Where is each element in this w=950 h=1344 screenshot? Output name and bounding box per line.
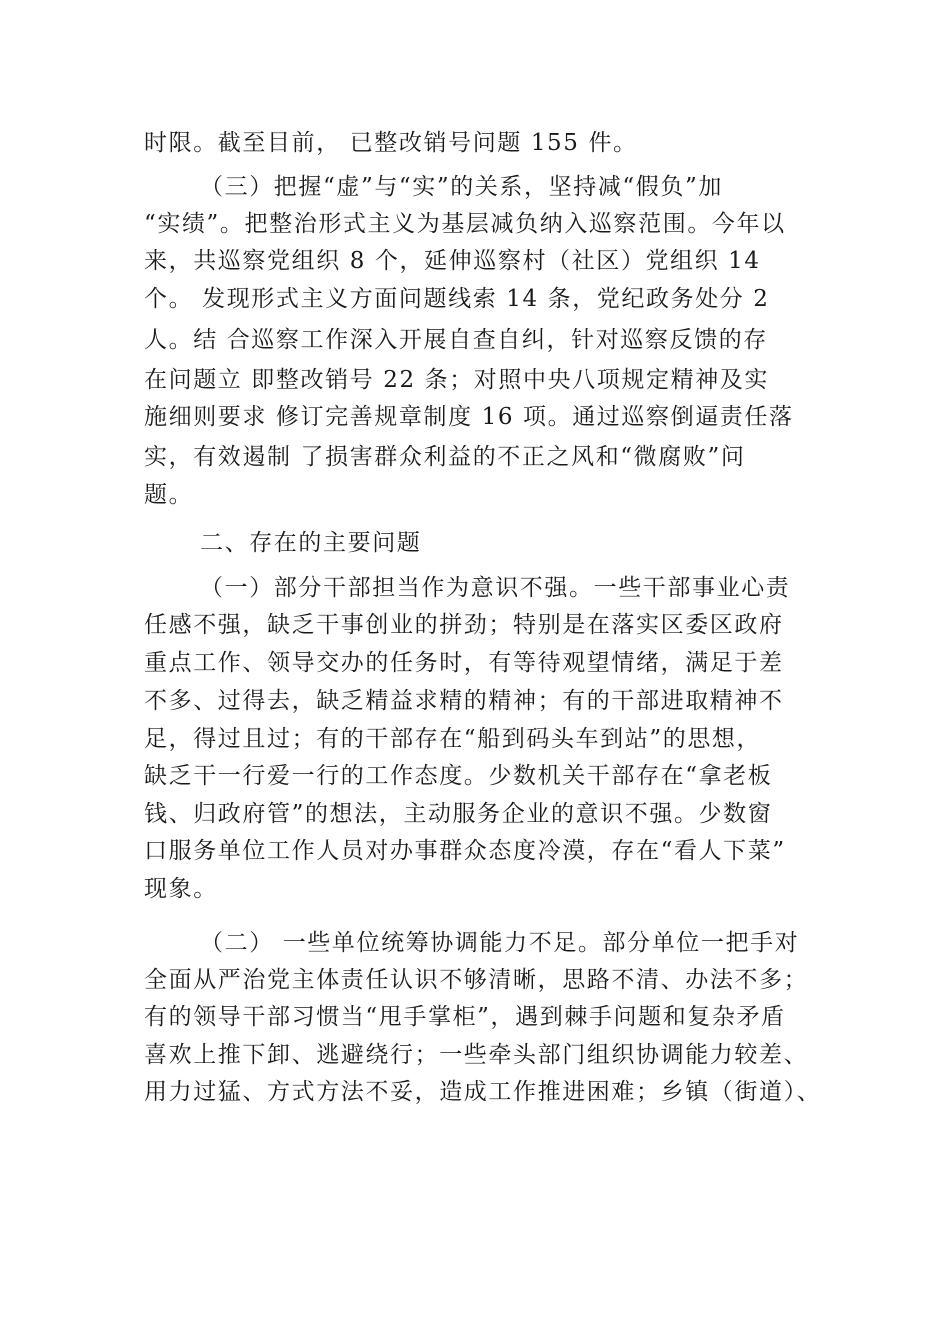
text-line: （一）部分干部担当作为意识不强。一些干部事业心责 bbox=[200, 575, 791, 601]
text-line: （二） 一些单位统筹协调能力不足。部分单位一把手对 bbox=[200, 930, 800, 956]
text-line: 口服务单位工作人员对办事群众态度冷漠，存在“看人下菜” bbox=[144, 838, 786, 864]
section-heading: 二、存在的主要问题 bbox=[200, 530, 422, 556]
text-line: 足，得过且过；有的干部存在“船到码头车到站”的思想， bbox=[144, 726, 762, 752]
text-line: 个。 发现形式主义方面问题线索 14 条，党纪政务处分 2 bbox=[144, 286, 770, 312]
text-line: 钱、归政府管”的想法，主动服务企业的意识不强。少数窗 bbox=[144, 801, 773, 827]
text-line: 不多、过得去，缺乏精益求精的精神；有的干部进取精神不 bbox=[144, 688, 784, 714]
text-line: “实绩”。把整治形式主义为基层减负纳入巡察范围。今年以 bbox=[144, 211, 786, 237]
text-line: 来，共巡察党组织 8 个，延伸巡察村（社区）党组织 14 bbox=[144, 248, 761, 274]
text-line: 施细则要求 修订完善规章制度 16 项。通过巡察倒逼责任落 bbox=[144, 404, 794, 430]
text-line: 全面从严治党主体责任认识不够清晰，思路不清、办法不多； bbox=[144, 967, 809, 993]
text-line: 用力过猛、方式方法不妥，造成工作推进困难；乡镇（街道）、 bbox=[144, 1079, 822, 1105]
text-line: 任感不强，缺乏干事创业的拼劲；特别是在落实区委区政府 bbox=[144, 612, 784, 638]
text-line: 缺乏干一行爱一行的工作态度。少数机关干部存在“拿老板 bbox=[144, 763, 773, 789]
text-line: 人。结 合巡察工作深入开展自查自纠，针对巡察反馈的存 bbox=[144, 327, 768, 353]
text-line: 在问题立 即整改销号 22 条；对照中央八项规定精神及实 bbox=[144, 367, 769, 393]
text-line: 重点工作、领导交办的任务时，有等待观望情绪，满足于差 bbox=[144, 650, 784, 676]
text-line: 有的领导干部习惯当“甩手掌柜”，遇到棘手问题和复杂矛盾 bbox=[144, 1004, 786, 1030]
text-line: 实，有效遏制 了损害群众利益的不正之风和“微腐败”问 bbox=[144, 444, 746, 470]
text-line: 时限。截至目前， 已整改销号问题 155 件。 bbox=[144, 130, 638, 156]
text-line: 题。 bbox=[144, 482, 194, 508]
text-line: 现象。 bbox=[144, 876, 218, 902]
text-line: （三）把握“虚”与“实”的关系，坚持减“假负”加 bbox=[200, 174, 723, 200]
text-line: 喜欢上推下卸、逃避绕行；一些牵头部门组织协调能力较差、 bbox=[144, 1042, 809, 1068]
